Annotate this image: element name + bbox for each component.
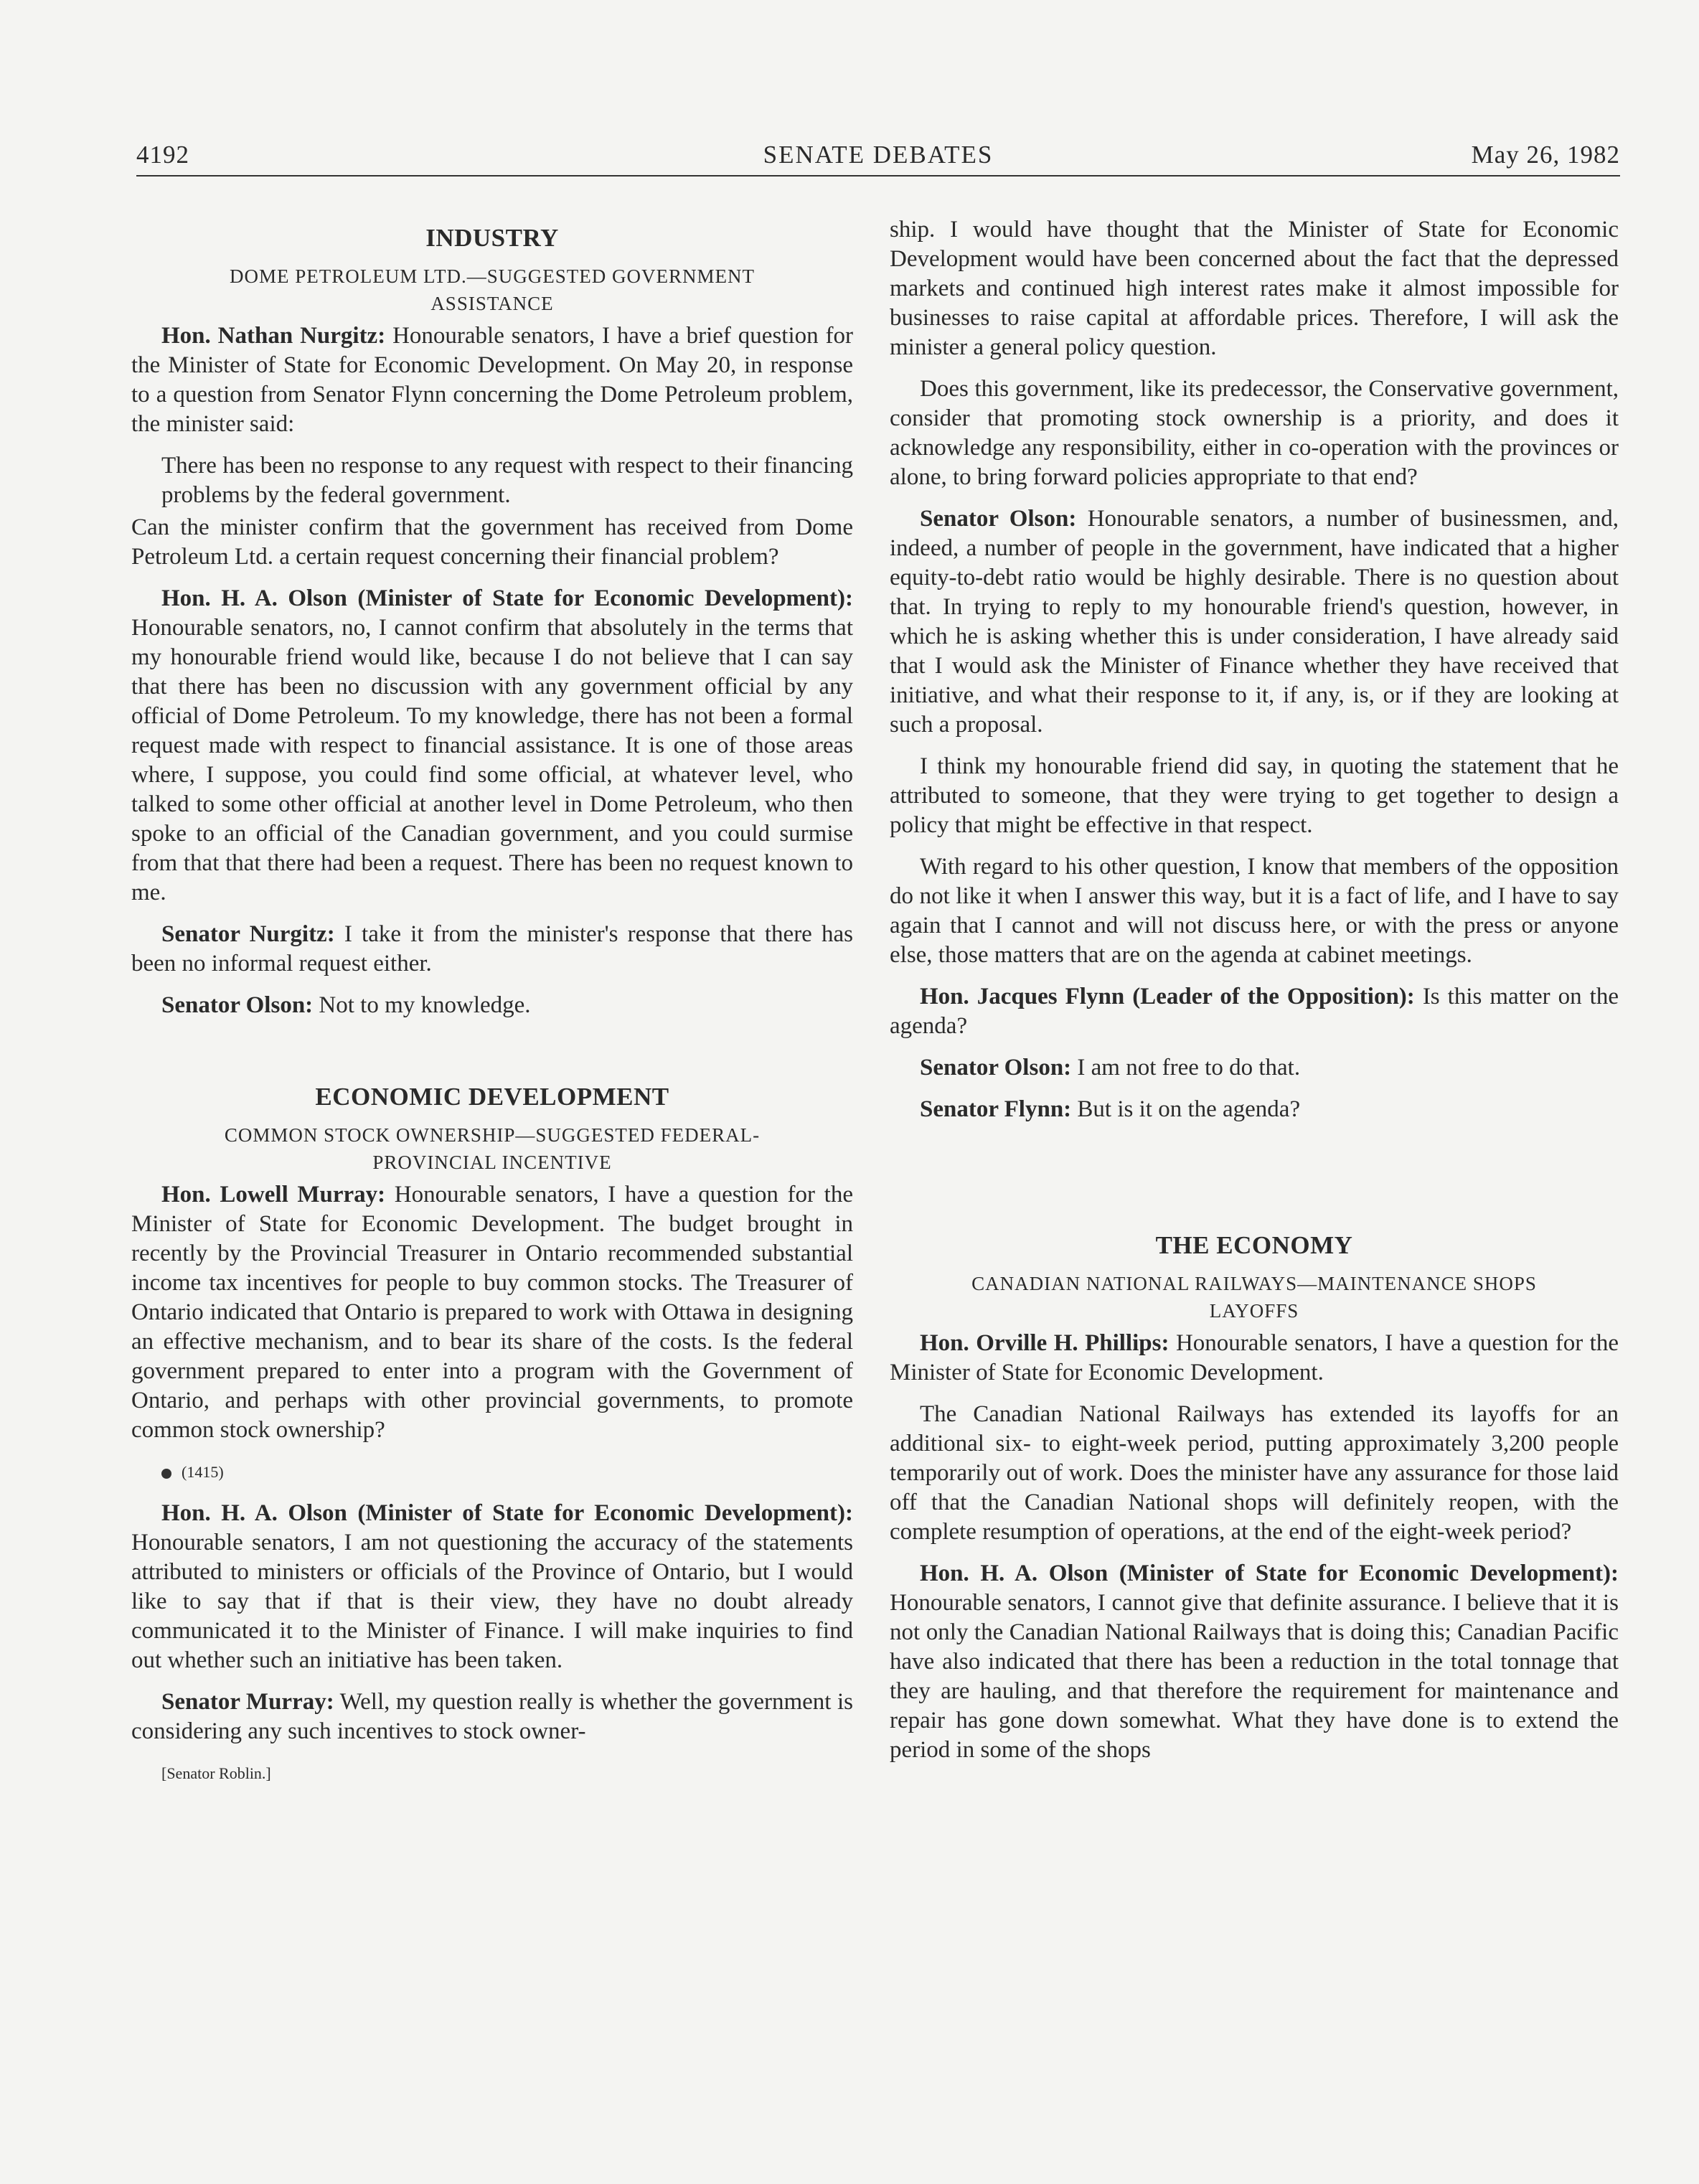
journal-title: SENATE DEBATES [763,141,994,169]
block-quote: There has been no response to any request with respect to their financing problems by the federal government. [161,453,853,508]
bullet-icon [161,1469,171,1479]
speaker-name: Hon. H. A. Olson (Minister of State for Economic Development): [920,1561,1619,1586]
section-subheading: COMMON STOCK OWNERSHIP—SUGGESTED FEDERAL-PROVINCIAL INCENTIVE [224,1124,761,1173]
speaker-name: Senator Olson: [920,506,1077,532]
speech-text: Honourable senators, I have a question for the Minister of State for Economic Development. The budget brought in recently by the Provincial Treasurer in Ontario recommended substantial income tax incentives for people to buy common stocks. The Treasurer of Ontario indicated that Ontario is prepared to work with Ottawa in designing an effective mechanism, and to bear its share of the costs. Is the federal government prepared to enter into a program with the Government of Ontario, and perhaps with other provincial governments, to promote common stock ownership? [131,1182,853,1443]
running-header [136,141,1620,176]
speaker-name: Hon. Nathan Nurgitz: [161,323,386,349]
left-column [131,215,853,1800]
speech-text: Honourable senators, a number of businessmen, and, indeed, a number of people in the government, have indicated that a higher equity-to-debt ratio would be highly desirable. There is no question about that. In trying to reply to my honourable friend's question, however, in which he is asking whether this is under consideration, I have already said that I would ask the Minister of Finance whether they have received that initiative, and what their response to it, if any, is, or if they are looking at such a proposal. [890,506,1619,738]
speaker-name: Senator Murray: [161,1689,334,1715]
paragraph [890,1095,1619,1124]
speech-text: Honourable senators, I cannot give that definite assurance. I believe that it is not only the Canadian National Railways that is doing this; Canadian Pacific have also indicated that there has been a reduction in the total tonnage that they are hauling, and that therefore the requirement for maintenance and repair has gone down somewhat. What they have done is to extend the period in some of the shops [890,1590,1619,1763]
paragraph: I think my honourable friend did say, in quoting the statement that he attributed to someone, that they were trying to get together to design a policy that might be effective in that respect. [890,753,1619,838]
speech-text: Is this matter on the agenda? [890,984,1619,1039]
paragraph: Can the minister confirm that the government has received from Dome Petroleum Ltd. a certain request concerning their financial problem? [131,514,853,570]
paragraph: With regard to his other question, I know that members of the opposition do not like it when I answer this way, but it is a fact of life, and I have to say again that I cannot and will not discuss here, or with the press or anyone else, those matters that are on the agenda at cabinet meetings. [890,854,1619,968]
speaker-name: Senator Olson: [920,1055,1072,1081]
speech-text: I take it from the minister's response that there has been no informal request either. [131,921,853,976]
paragraph [890,982,1619,1041]
speech-text: But is it on the agenda? [1071,1096,1301,1122]
paragraph [890,1559,1619,1765]
paragraph [890,1329,1619,1388]
time-marker: (1415) [131,1457,853,1487]
paragraph [890,1053,1619,1083]
speaker-name: Senator Flynn: [920,1096,1072,1122]
paragraph [890,504,1619,740]
speaker-name: Hon. Jacques Flynn (Leader of the Opposition): [920,984,1415,1009]
paragraph [131,1180,853,1445]
speech-text: Honourable senators, no, I cannot confirm that absolutely in the terms that my honourable friend would like, because I do not believe that I can say that there has been no discussion with any government official by any official of Dome Petroleum. To my knowledge, there has not been a formal request made with respect to financial assistance. It is one of those areas where, I suppose, you could find some official, at whatever level, who talked to some other official at another level in Dome Petroleum, who then spoke to an official of the Canadian government, and you could surmise from that that there had been a request. There has been no request known to me. [131,615,853,905]
section-heading: ECONOMIC DEVELOPMENT [315,1083,669,1111]
section-heading: THE ECONOMY [1155,1231,1353,1259]
section-subheading: CANADIAN NATIONAL RAILWAYS—MAINTENANCE SHOPS LAYOFFS [971,1273,1537,1322]
speech-text: Honourable senators, I have a brief question for the Minister of State for Economic Development. On May 20, in response to a question from Senator Flynn concerning the Dome Petroleum problem, the minister said: [131,323,853,437]
right-column [890,215,1619,1777]
paragraph [131,321,853,439]
speech-text: Honourable senators, I have a question for the Minister of State for Economic Development. [890,1330,1619,1385]
speech-text: Honourable senators, I am not questioning the accuracy of the statements attributed to ministers or officials of the Province of Ontario, but I would like to say that if that is their view, they have no doubt already communicated it to the Minister of Finance. I will make inquiries to find out whether such an initiative has been taken. [131,1530,853,1673]
paragraph: ship. I would have thought that the Minister of State for Economic Development would have been concerned about the fact that the depressed markets and continued high interest rates make it almost impossible for businesses to raise capital at affordable prices. Therefore, I will ask the minister a general policy question. [890,217,1619,360]
paragraph: The Canadian National Railways has extended its layoffs for an additional six- to eight-week period, putting approximately 3,200 people temporarily out of work. Does the minister have any assurance for those laid off that the Canadian National shops will definitely reopen, with the complete resumption of operations, at the end of the eight-week period? [890,1401,1619,1545]
speaker-name: Senator Olson: [161,992,314,1018]
speech-text: Not to my knowledge. [313,992,531,1018]
paragraph [131,584,853,908]
paragraph [131,1688,853,1746]
paragraph: Does this government, like its predecessor, the Conservative government, consider that promoting stock ownership is a priority, and does it acknowledge any responsibility, either in co-operation with the provinces or alone, to bring forward policies appropriate to that end? [890,376,1619,490]
footnote: [Senator Roblin.] [161,1764,271,1782]
issue-date: May 26, 1982 [1471,141,1620,169]
speaker-name: Hon. Lowell Murray: [161,1182,386,1208]
section-subheading: DOME PETROLEUM LTD.—SUGGESTED GOVERNMENT ASSISTANCE [230,265,755,314]
speaker-name: Hon. H. A. Olson (Minister of State for Economic Development): [161,585,853,611]
speaker-name: Hon. H. A. Olson (Minister of State for Economic Development): [161,1500,853,1526]
page-number: 4192 [136,141,189,169]
section-heading: INDUSTRY [425,224,559,252]
paragraph [131,920,853,979]
paragraph [131,1499,853,1675]
paragraph [131,991,853,1020]
speech-text: Well, my question really is whether the government is considering any such incentives to stock owner- [131,1689,853,1744]
speech-text: I am not free to do that. [1071,1055,1301,1081]
speaker-name: Hon. Orville H. Phillips: [920,1330,1169,1356]
speaker-name: Senator Nurgitz: [161,921,335,947]
